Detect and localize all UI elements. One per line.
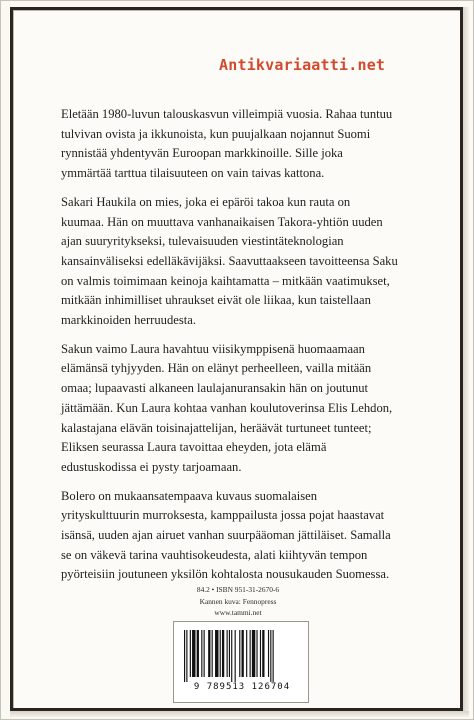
barcode-bar [192,630,195,677]
barcode-digits: 9 789513 126704 [193,682,291,692]
blurb-line: kuumaa. Hän on muuttava vanhanaikaisen Takora-yhtiön uuden [61,214,383,229]
publisher-website: www.tammi.net [214,608,262,617]
blurb-paragraph-3 [61,340,421,478]
barcode-bar [268,630,269,677]
blurb-line: isänsä, uuden ajan airuet vanhan suurpääoman jättiläiset. Samalla [61,528,391,543]
blurb-line: kansainväliseksi edelläkävijäksi. Saavuttaakseen tavoitteensa Saku [61,253,398,268]
barcode-bar [260,630,261,677]
barcode [173,621,309,703]
blurb-line: tulvivan ovista ja ikkunoista, kun puujalkaan nojannut Suomi [61,126,371,141]
barcode-bar [208,630,210,677]
barcode-bar [186,630,187,682]
blurb-line: on valmis toimimaan keinoja kaihtamatta – mitkään vaatimukset, [61,273,390,288]
blurb-line: Sakari Haukila on mies, joka ei epäröi takoa kun rauta on [61,194,351,209]
cover-edge-right [463,7,469,711]
barcode-bars [184,630,300,682]
blurb-line: ajan suuryritykseksi, tulevaisuuden viestintäteknologian [61,234,344,249]
watermark-text: Antikvariaatti.net [219,56,386,74]
blurb-line: rynnistää yhdentyvän Euroopan markkinoille. Sille joka [61,146,343,161]
barcode-bar [229,630,230,677]
barcode-bar [197,630,199,677]
barcode-bar [190,630,191,677]
barcode-bar [235,630,236,682]
barcode-bar [184,630,185,682]
blurb-line: ymmärtää tarttua tilaisuuteen on vain taivas kattona. [61,166,325,181]
blurb-line: edustuskodissa ei pysty tarjoamaan. [61,459,242,474]
colophon [171,584,305,619]
barcode-bar [222,630,224,677]
barcode-bar [242,630,244,677]
barcode-bar [204,630,205,677]
barcode-bar [227,630,228,677]
barcode-bar [212,630,213,677]
blurb-line: yrityskulttuurin murroksesta, kamppailusta jossa pojat haastavat [61,508,385,523]
blurb-line: Eliksen seurassa Laura tavoittaa eheyden, jota elämä [61,440,327,455]
barcode-bar [231,630,232,682]
barcode-bar [239,630,240,677]
cover-credit: Kannen kuva: Fennopress [199,596,277,606]
blurb-line: se on väkevä tarina vauhtisokeudesta, alati kiihtyvän tempon [61,547,368,562]
barcode-bar [270,630,271,682]
isbn-line: 84.2 • ISBN 951-31-2670-6 [196,585,280,594]
barcode-bar [256,630,257,677]
blurb-paragraph-2 [61,193,421,331]
blurb-line: jättämään. Kun Laura kohtaa vanhan koulutoverinsa Elis Lehdon, [61,400,393,415]
cover-edge-bottom [10,711,469,717]
blurb-line: mitkään inhimilliset uhraukset eivät ole liikaa, kun taistellaan [61,293,371,308]
blurb-line: Bolero on mukaansatempaava kuvaus suomalaisen [61,488,318,503]
barcode-bar [262,630,264,677]
blurb-line: Sakun vaimo Laura havahtuu viisikymppisenä huomaamaan [61,341,365,356]
barcode-bar [215,630,218,677]
barcode-bar [252,630,255,677]
blurb-text [61,105,421,594]
blurb-line: omaa; lupaavasti alkaneen laulajanuransakin hän on joutunut [61,381,369,396]
blurb-line: elämänsä tyhjyyden. Hän on elänyt perheelleen, vailla mitään [61,361,372,376]
barcode-bar [220,630,221,677]
blurb-paragraph-4 [61,487,421,586]
blurb-line: markkinoiden herruudesta. [61,313,196,328]
barcode-bar [273,630,274,682]
barcode-bar [201,630,202,677]
blurb-line: pyörteisiin joutuneen yksilön kohtalosta nousukauden Suomessa. [61,567,390,582]
blurb-paragraph-1 [61,105,421,184]
blurb-line: Eletään 1980-luvun talouskasvun villeimpiä vuosia. Rahaa tuntuu [61,107,393,121]
barcode-bar [250,630,251,677]
blurb-line: kalastajana elävän toisinajattelijan, heräävät turtuneet tunteet; [61,420,372,435]
barcode-bar [246,630,247,677]
